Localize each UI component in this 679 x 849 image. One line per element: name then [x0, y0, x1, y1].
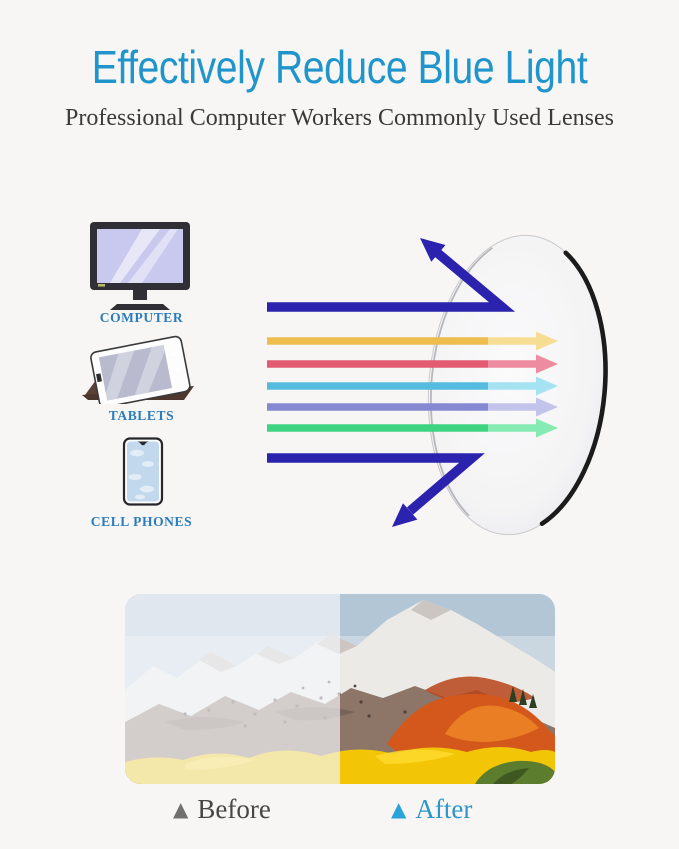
cell-phones-label: CELL PHONES [90, 514, 193, 529]
tablet-with-case-icon [76, 330, 202, 404]
before-haze-tint [125, 594, 340, 784]
page-subtitle: Professional Computer Workers Commonly Used Lenses [65, 105, 614, 131]
blue-light-filter-diagram [255, 215, 679, 550]
phone-screen [127, 442, 159, 502]
desktop-monitor-icon [84, 220, 196, 312]
monitor-buttons [98, 284, 105, 287]
before-after-landscape-image [125, 594, 555, 784]
tablet-body-group [90, 336, 191, 404]
smartphone-icon [117, 437, 169, 507]
before-triangle-icon: ▲ [173, 797, 189, 821]
before-label: Before [197, 794, 271, 824]
before-legend-item [173, 794, 271, 825]
page-title: Effectively Reduce Blue Light [91, 41, 588, 93]
before-after-legend [125, 794, 555, 834]
after-legend-item [391, 794, 472, 825]
monitor-neck [133, 290, 147, 300]
after-triangle-icon: ▲ [391, 797, 407, 821]
computer-label: COMPUTER [99, 310, 184, 325]
tablets-label: TABLETS [108, 408, 175, 423]
landscape-scene [125, 594, 555, 784]
after-label: After [415, 794, 473, 824]
